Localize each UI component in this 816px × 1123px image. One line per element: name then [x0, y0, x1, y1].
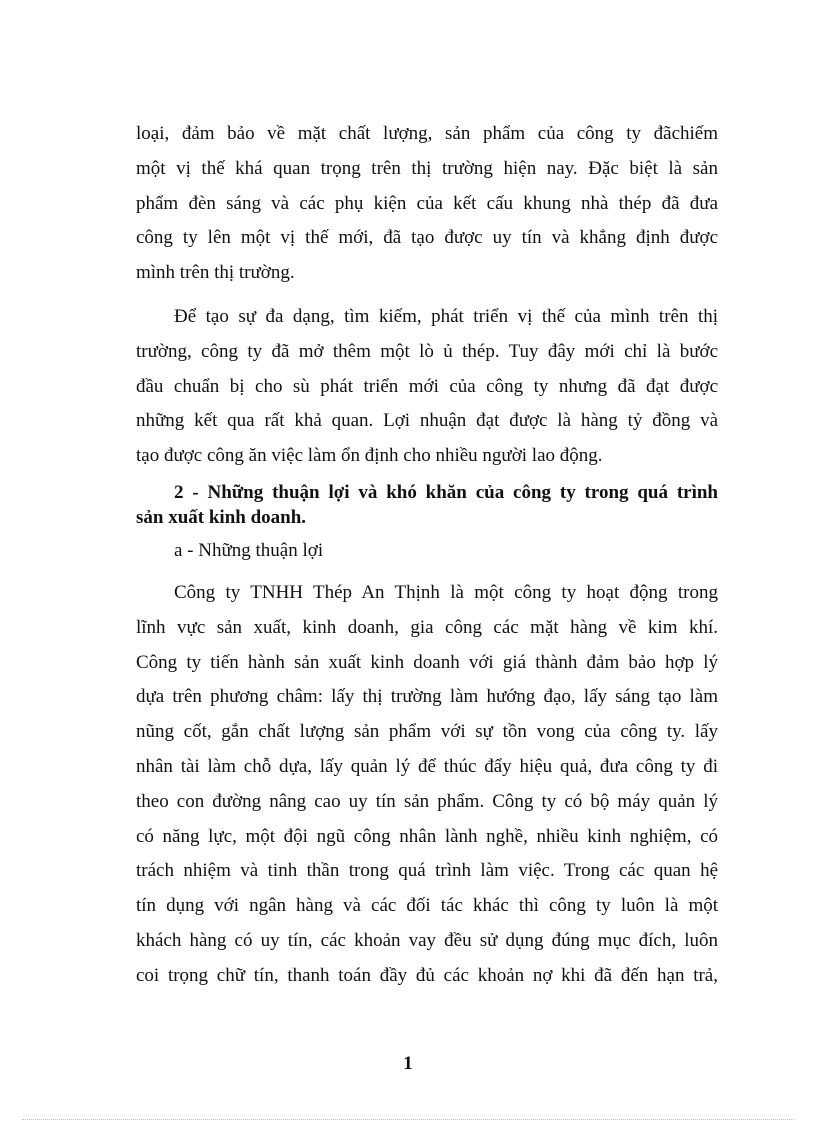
paragraph-line: nũng cốt, gắn chất lượng sản phẩm với sự tồn vong của công ty. lấy [136, 721, 718, 743]
heading-line: sản xuất kinh doanh. [136, 506, 307, 528]
paragraph-line: Công ty tiến hành sản xuất kinh doanh với giá thành đảm bảo hợp lý [136, 651, 718, 673]
paragraph-line: Để tạo sự đa dạng, tìm kiếm, phát triển vị thế của mình trên thị [174, 305, 718, 327]
paragraph-line: coi trọng chữ tín, thanh toán đầy đủ các khoản nợ khi đã đến hạn trả, [136, 964, 718, 986]
paragraph-line: tạo được công ăn việc làm ổn định cho nhiều người lao động. [136, 445, 603, 467]
sub-heading: a - Những thuận lợi [174, 539, 324, 561]
paragraph-line: phẩm đèn sáng và các phụ kiện của kết cấu khung nhà thép đã đưa [136, 192, 718, 214]
paragraph-line: những kết qua rất khả quan. Lợi nhuận đạt được là hàng tỷ đồng và [136, 410, 718, 432]
paragraph-line: có năng lực, một đội ngũ công nhân lành nghề, nhiều kinh nghiệm, có [136, 825, 718, 847]
paragraph-line: trách nhiệm và tinh thần trong quá trình làm việc. Trong các quan hệ [136, 860, 718, 882]
document-body [136, 117, 718, 994]
paragraph-line: loại, đảm bảo về mặt chất lượng, sản phẩm của công ty đãchiếm [136, 123, 718, 144]
paragraph-line: Công ty TNHH Thép An Thịnh là một công ty hoạt động trong [174, 581, 718, 603]
paragraph-line: đầu chuẩn bị cho sù phát triển mới của công ty nhưng đã đạt được [136, 375, 718, 397]
heading-line: 2 - Những thuận lợi và khó khăn của công ty trong quá trình [174, 481, 718, 503]
paragraph-3 [136, 576, 718, 994]
page-bottom-divider [22, 1119, 794, 1120]
paragraph-1 [136, 117, 718, 291]
section-heading [136, 480, 718, 530]
paragraph-spacer [136, 291, 718, 300]
paragraph-line: công ty lên một vị thế mới, đã tạo được uy tín và khẳng định được [136, 227, 718, 249]
paragraph-line: theo con đường nâng cao uy tín sản phẩm. Công ty có bộ máy quản lý [136, 790, 718, 812]
paragraph-line: tín dụng với ngân hàng và các đối tác khác thì công ty luôn là một [136, 895, 718, 917]
paragraph-2 [136, 300, 718, 474]
paragraph-line: nhân tài làm chỗ dựa, lấy quản lý để thúc đẩy hiệu quả, đưa công ty đi [136, 755, 718, 777]
paragraph-line: lĩnh vực sản xuất, kinh doanh, gia công các mặt hàng về kim khí. [136, 616, 718, 638]
paragraph-line: trường, công ty đã mở thêm một lò ủ thép. Tuy đây mới chỉ là bước [136, 340, 718, 362]
paragraph-line: mình trên thị trường. [136, 262, 295, 284]
paragraph-line: khách hàng có uy tín, các khoản vay đều sử dụng đúng mục đích, luôn [136, 929, 718, 951]
page-number: 1 [403, 1053, 413, 1074]
paragraph-line: dựa trên phương châm: lấy thị trường làm hướng đạo, lấy sáng tạo làm [136, 686, 718, 708]
paragraph-line: một vị thế khá quan trọng trên thị trường hiện nay. Đặc biệt là sản [136, 157, 718, 179]
